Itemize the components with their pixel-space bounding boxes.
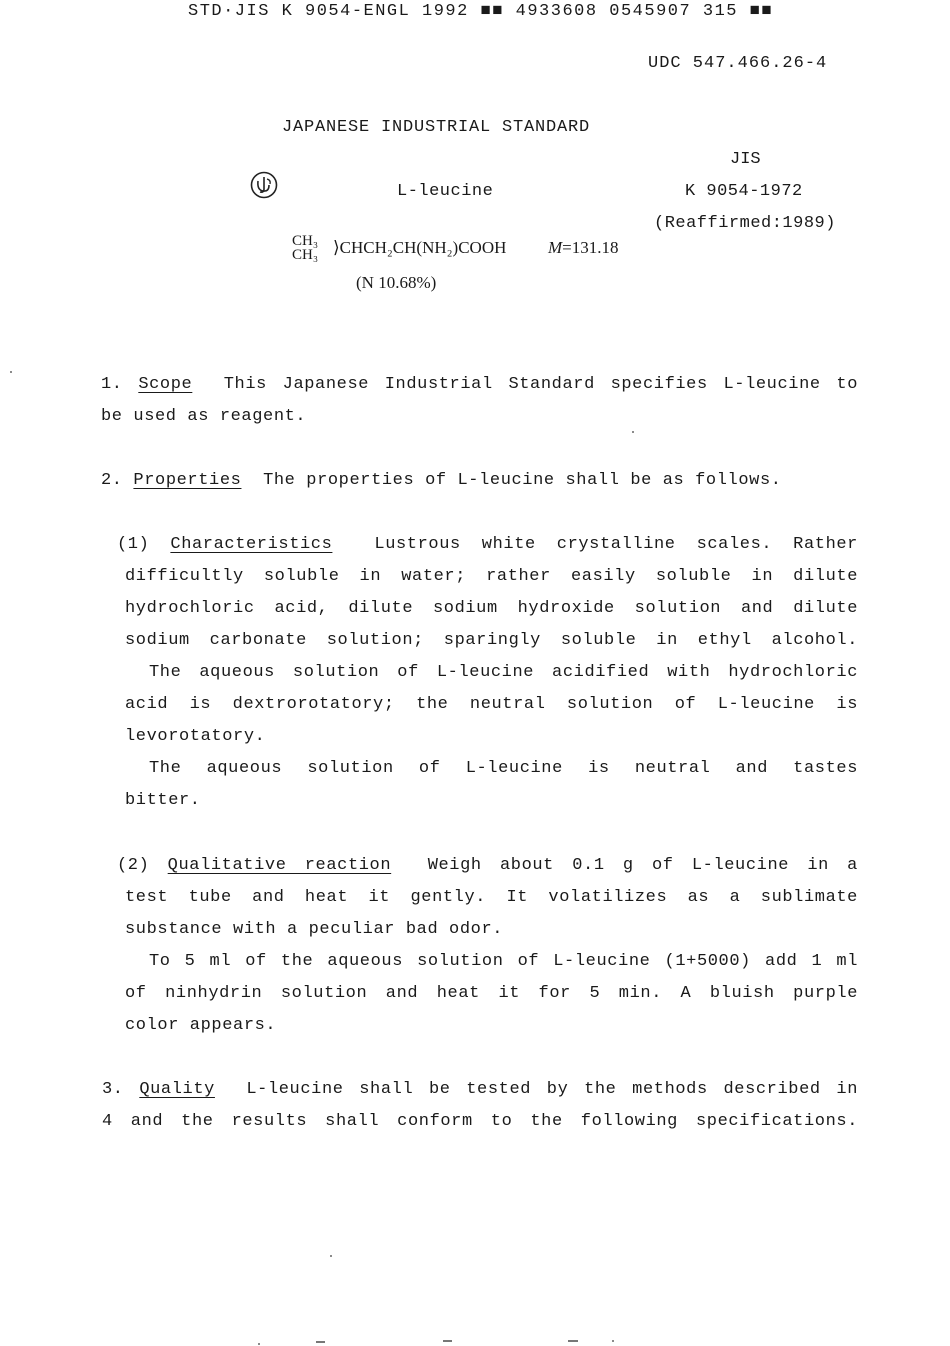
scope-text-cont: be used as reagent.: [101, 407, 307, 426]
formula-methyl-groups: [292, 234, 318, 262]
molar-mass-symbol: M: [548, 238, 563, 257]
section-quality: [102, 1074, 858, 1138]
characteristics-text: levorotatory.: [125, 727, 266, 746]
characteristics-text: sodium carbonate solution; sparingly soluble in ethyl alcohol.: [125, 631, 858, 650]
characteristics-text: The aqueous solution of L-leucine is neutral and tastes: [149, 759, 858, 778]
qualitative-text: test tube and heat it gently. It volatilizes as a sublimate: [125, 888, 858, 907]
subsection-characteristics: [117, 529, 858, 817]
scan-speck: [568, 1340, 578, 1342]
subsection-number: (1): [117, 535, 150, 554]
section-number: 2.: [101, 471, 123, 490]
scan-speck: [10, 371, 12, 373]
jis-label: JIS: [730, 150, 761, 169]
formula-ch3-bottom: CH₃: [292, 247, 319, 263]
characteristics-text: Lustrous white crystalline scales. Rather: [374, 535, 858, 554]
subsection-number: (2): [117, 856, 150, 875]
molar-mass: [548, 238, 619, 258]
subsection-qualitative-reaction: [117, 850, 858, 1042]
subsection-heading-characteristics: Characteristics: [170, 535, 333, 554]
scan-speck: [258, 1343, 260, 1345]
section-scope: [101, 369, 858, 433]
section-heading-properties: Properties: [133, 471, 242, 490]
section-heading-quality: Quality: [139, 1080, 215, 1099]
scope-text: This Japanese Industrial Standard specifies L-leucine to: [223, 375, 858, 394]
reaffirmed-date: (Reaffirmed:1989): [654, 214, 836, 233]
scan-speck: [316, 1341, 325, 1343]
qualitative-text: To 5 ml of the aqueous solution of L-leucine (1+5000) add 1 ml: [149, 952, 858, 971]
product-name: L-leucine: [397, 182, 494, 201]
formula-ch3-top: CH₃: [292, 233, 319, 249]
scan-speck: [443, 1340, 452, 1342]
scan-speck: [330, 1255, 332, 1257]
characteristics-text: difficultly soluble in water; rather easily soluble in dilute: [125, 567, 858, 586]
jis-mark-icon: [249, 170, 279, 200]
section-heading-scope: Scope: [138, 375, 193, 394]
udc-number: UDC 547.466.26-4: [648, 54, 828, 73]
standard-number: K 9054-1972: [685, 182, 803, 201]
document-code-header: STD·JIS K 9054-ENGL 1992 ■■ 4933608 0545907 315 ■■: [188, 2, 774, 21]
characteristics-text: bitter.: [125, 791, 201, 810]
standard-title: JAPANESE INDUSTRIAL STANDARD: [282, 118, 591, 137]
nitrogen-content: (N 10.68%): [356, 273, 437, 292]
qualitative-text: of ninhydrin solution and heat it for 5 min. A bluish purple: [125, 984, 858, 1003]
characteristics-text: The aqueous solution of L-leucine acidified with hydrochloric: [149, 663, 858, 682]
section-number: 3.: [102, 1080, 124, 1099]
section-properties: [101, 465, 858, 497]
characteristics-text: hydrochloric acid, dilute sodium hydroxide solution and dilute: [125, 599, 858, 618]
quality-text: L-leucine shall be tested by the methods described in: [246, 1080, 858, 1099]
chemical-formula: ⟩CHCH₂CH(NH₂)COOH: [333, 238, 507, 257]
molar-mass-value: =131.18: [562, 238, 619, 257]
subsection-heading-qualitative: Qualitative reaction: [167, 856, 392, 875]
scan-speck: [612, 1340, 614, 1342]
properties-text: The properties of L-leucine shall be as follows.: [263, 471, 782, 490]
scan-speck: [632, 431, 634, 433]
qualitative-text: substance with a peculiar bad odor.: [125, 920, 504, 939]
qualitative-text: Weigh about 0.1 g of L-leucine in a: [427, 856, 858, 875]
qualitative-text: color appears.: [125, 1016, 277, 1035]
quality-text: 4 and the results shall conform to the following specifications.: [102, 1112, 858, 1131]
section-number: 1.: [101, 375, 123, 394]
characteristics-text: acid is dextrorotatory; the neutral solution of L-leucine is: [125, 695, 858, 714]
